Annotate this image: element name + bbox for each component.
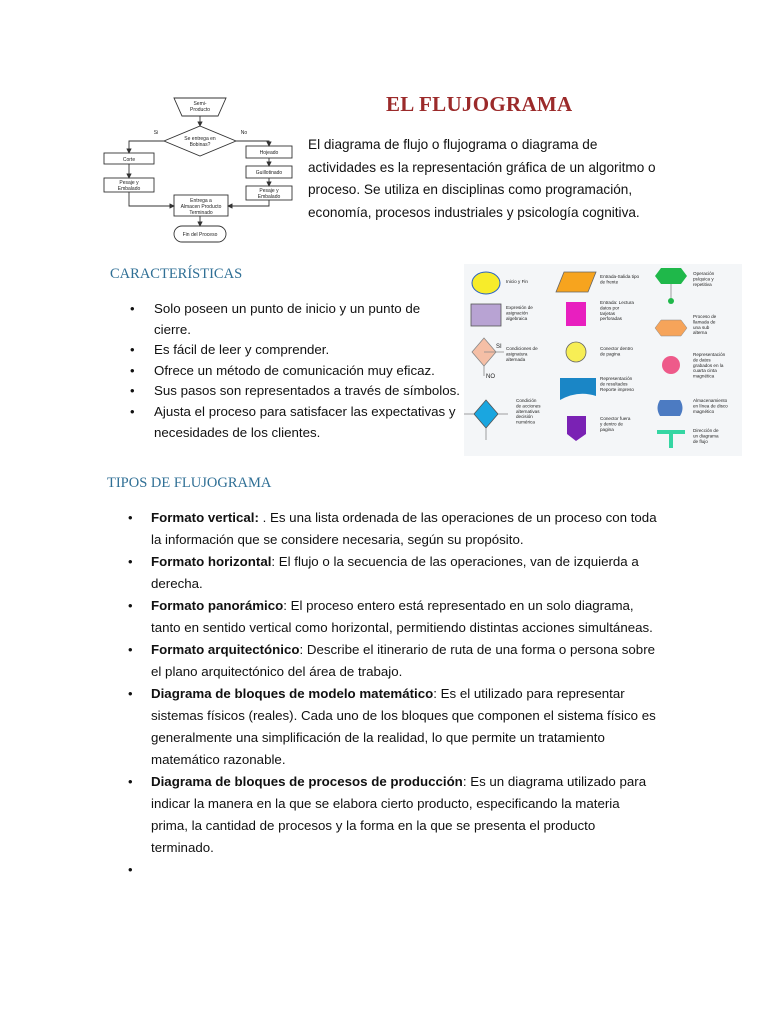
flow-start-label: Semi-Producto	[189, 101, 211, 113]
flow-pesaje-left-label: Pesaje y Embalado	[117, 180, 141, 192]
symbol-label: Entrada: Lectura datos por tarjetas perforadas	[600, 300, 634, 322]
tipo-term: Formato panorámico	[151, 598, 284, 613]
symbol-label: Representación de resultados Reporte impreso	[600, 376, 634, 392]
tipo-description: : El flujo o la secuencia de las operaciones, van de izquierda a derecha.	[151, 554, 639, 591]
tipo-term: Formato arquitectónico	[151, 642, 300, 657]
symbol-label: Dirección de un diagrama de flujo	[693, 428, 719, 444]
tipo-description: : Describe el itinerario de ruta de una forma o persona sobre el plano arquitectónico del área de trabajo.	[151, 642, 656, 679]
bullet-icon: •	[128, 510, 133, 525]
caracteristica-text: Ajusta el proceso para satisfacer las expectativas y necesidades de los clientes.	[154, 403, 456, 440]
tipo-term: Diagrama de bloques de procesos de producción	[151, 774, 463, 789]
tipo-description: : El proceso entero está representado en un solo diagrama, tanto en sentido vertical como horizontal, permitiendo distintas acciones simultáneas.	[151, 598, 653, 635]
bullet-icon: •	[128, 554, 133, 569]
symbol-label: Condiciones de asignatura alternada	[506, 346, 538, 362]
flow-guillotinado-label: Guillotinado	[255, 170, 283, 176]
caracteristica-item	[130, 381, 460, 402]
caracteristica-text: Solo poseen un punto de inicio y un punto de cierre.	[154, 301, 421, 337]
tipos-heading: TIPOS DE FLUJOGRAMA	[107, 475, 272, 491]
flow-yes-label: Si	[153, 130, 159, 136]
tipo-description: . Es una lista ordenada de las operaciones de un proceso con toda la información que se considere necesaria, según su propósito.	[151, 510, 657, 547]
bullet-icon: •	[128, 774, 133, 789]
symbol-llamada-subalterna	[655, 320, 687, 336]
page-title: EL FLUJOGRAMA	[386, 92, 573, 116]
caracteristica-item	[130, 340, 460, 361]
tipo-item	[128, 595, 658, 639]
flow-hojeado-label: Hojeado	[259, 150, 279, 156]
symbol-conector-pagina	[566, 342, 586, 362]
caracteristicas-heading: CARACTERÍSTICAS	[110, 266, 243, 282]
bullet-icon: •	[128, 862, 133, 877]
symbol-si-label: SI	[496, 344, 502, 350]
symbol-label: Inicio y Fin	[506, 279, 528, 284]
flow-no-label: No	[240, 130, 248, 136]
flow-end-label: Fin del Proceso	[182, 232, 218, 238]
intro-paragraph: El diagrama de flujo o flujograma o diagrama de actividades es la representación gráfica de un algoritmo o proceso. Se utiliza en disciplinas como programación, economía, procesos industriales y psicología cognitiva.	[308, 137, 656, 220]
symbol-label: Conector fuera y dentro de pagina	[600, 416, 631, 432]
symbol-label: Condición de acciones alternativas decisión numérica	[516, 398, 541, 425]
symbol-label: Entrada-Salida tipo de frente	[600, 274, 640, 285]
tipo-term: Formato vertical:	[151, 510, 259, 525]
bullet-icon: •	[130, 342, 135, 358]
bullet-icon: •	[128, 642, 133, 657]
symbols-image	[464, 264, 742, 456]
caracteristica-text: Sus pasos son representados a través de símbolos.	[154, 383, 460, 399]
tipo-description: : Es un diagrama utilizado para indicar la manera en la que se elabora cierto producto, especificando la materia prima, la cantidad de procesos y la forma en la que se presenta el producto terminado.	[151, 774, 647, 855]
tipo-item	[128, 639, 658, 683]
tipo-term: Diagrama de bloques de modelo matemático	[151, 686, 434, 701]
flow-store-label: Entrega a Almacen Producto Terminado	[180, 198, 222, 216]
flow-pesaje-right-label: Pesaje y Embalado	[257, 188, 281, 200]
bullet-icon: •	[130, 301, 135, 316]
bullet-icon: •	[130, 362, 135, 378]
flow-decision-label: Se entrega en Bobinas?	[184, 136, 216, 148]
tipo-item	[128, 683, 658, 771]
caracteristica-item	[130, 361, 460, 382]
symbol-label: Operación psíquica y repetitiva	[693, 271, 715, 287]
symbol-no-label: NO	[486, 374, 495, 380]
bullet-icon: •	[130, 383, 135, 399]
tipo-description: : Es el utilizado para representar sistemas físicos (reales). Cada uno de los bloques que componen el sistema físico es generalmente una simplificación de la realidad, lo que permite un tratamiento matemático razonable.	[151, 686, 656, 767]
caracteristica-text: Ofrece un método de comunicación muy eficaz.	[154, 362, 435, 378]
symbol-datos-cinta	[662, 356, 680, 374]
tipo-item	[128, 859, 658, 881]
symbol-label: Conector dentro de pagina	[600, 346, 633, 357]
caracteristica-text: Es fácil de leer y comprender.	[154, 342, 330, 358]
caracteristica-item	[130, 299, 460, 340]
bullet-icon: •	[128, 686, 133, 701]
symbol-label: Proceso de llamada de una sub alterna	[693, 314, 717, 336]
symbol-inicio-fin	[472, 272, 500, 294]
symbol-label: Almacenamiento en línea de disco magnético	[693, 398, 728, 414]
symbol-asignacion	[471, 304, 501, 326]
tipos-list	[128, 507, 658, 881]
bullet-icon: •	[130, 403, 135, 419]
tipo-term: Formato horizontal	[151, 554, 272, 569]
symbol-lectura-tarjetas	[566, 302, 586, 326]
bullet-icon: •	[128, 598, 133, 613]
tipo-item	[128, 551, 658, 595]
symbol-label: Expresión de asignación algebraica	[506, 305, 533, 321]
symbol-label: Representación de datos grabados en la cuarta cinta magnética	[693, 352, 726, 379]
caracteristicas-list	[130, 299, 460, 443]
tipo-item	[128, 507, 658, 551]
tipo-item	[128, 771, 658, 859]
caracteristica-item	[130, 402, 460, 443]
flowchart-image	[98, 94, 308, 254]
symbol-disco-magnetico	[658, 400, 683, 416]
flow-corte-label: Corte	[122, 157, 136, 163]
symbol-operacion-psiquica	[655, 268, 687, 284]
